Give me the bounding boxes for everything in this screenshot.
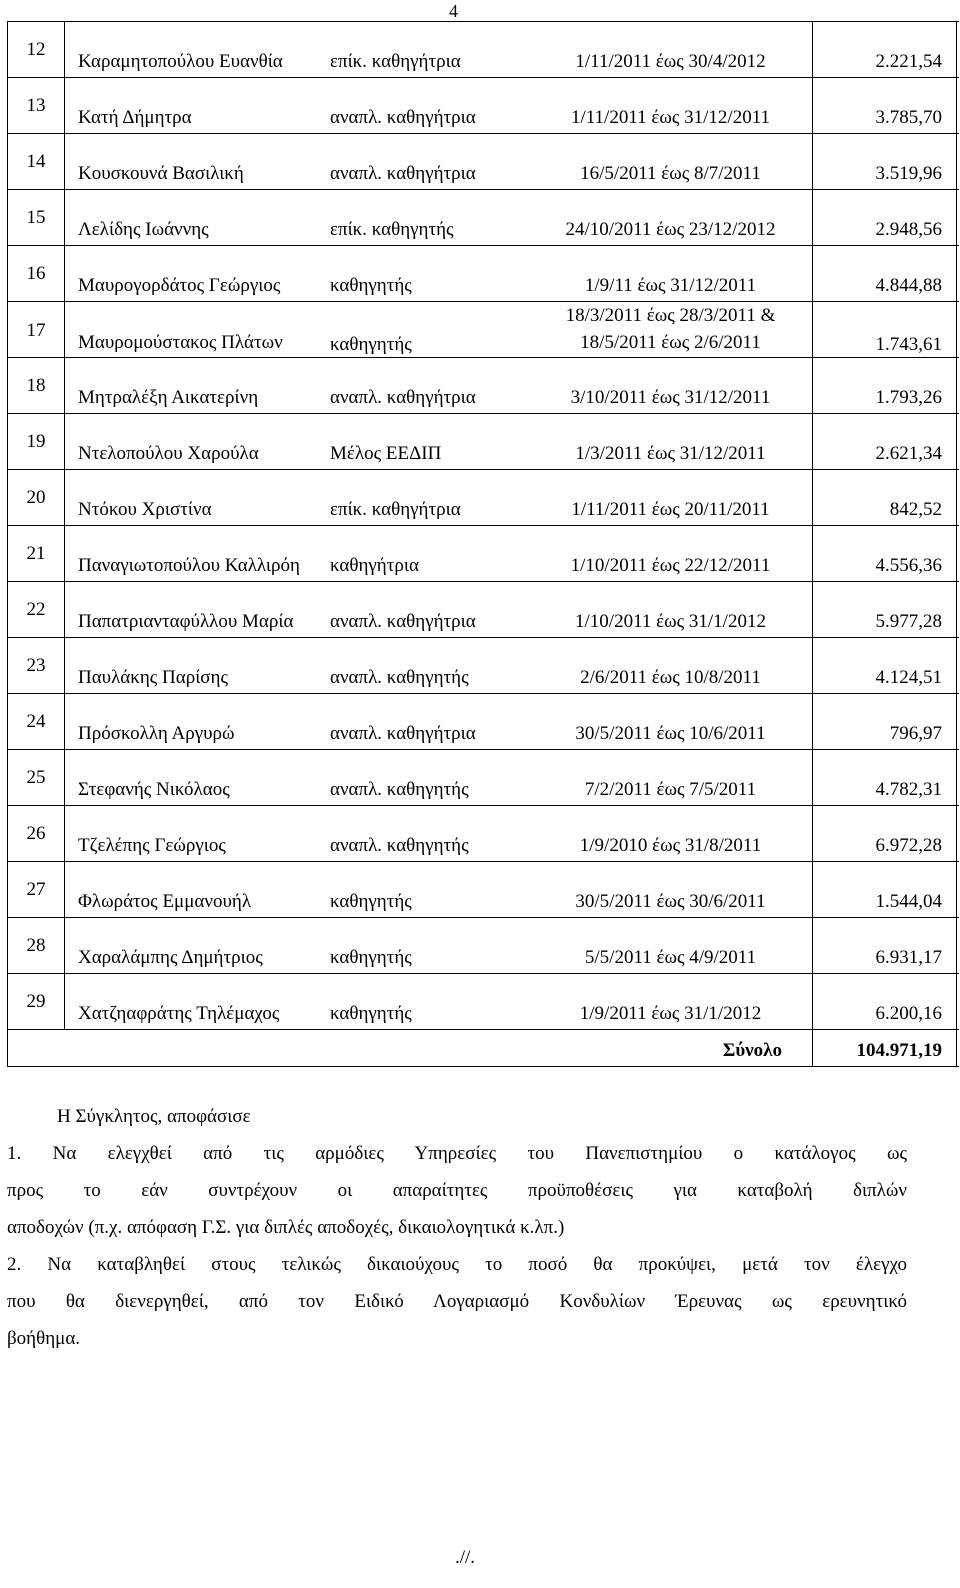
row-period: 1/9/2010 έως 31/8/2011 — [579, 835, 762, 856]
row-period: 1/9/11 έως 31/12/2011 — [584, 275, 757, 296]
row-period: 30/5/2011 έως 10/6/2011 — [575, 723, 766, 744]
row-name: Καραμητοπούλου Ευανθία — [78, 51, 283, 72]
row-number: 28 — [7, 918, 65, 973]
row-amount: 6.972,28 — [812, 806, 957, 861]
row-period: 18/3/2011 έως 28/3/2011 & 18/5/2011 έως 2/6/2011 — [565, 305, 776, 353]
table-row — [7, 525, 959, 581]
row-period: 1/3/2011 έως 31/12/2011 — [575, 443, 766, 464]
table-row — [7, 301, 959, 357]
table-row — [7, 189, 959, 245]
row-period: 24/10/2011 έως 23/12/2012 — [565, 219, 776, 240]
table-row — [7, 469, 959, 525]
row-period: 16/5/2011 έως 8/7/2011 — [580, 163, 761, 184]
row-name: Μητραλέξη Αικατερίνη — [78, 387, 259, 408]
total-row — [7, 1029, 959, 1067]
table-row — [7, 245, 959, 301]
row-number: 26 — [7, 806, 65, 861]
row-number: 22 — [7, 582, 65, 637]
row-period: 1/9/2011 έως 31/1/2012 — [579, 1003, 762, 1024]
row-name: Μαυρομούστακος Πλάτων — [78, 332, 283, 353]
row-amount: 796,97 — [812, 694, 957, 749]
row-amount: 2.621,34 — [812, 414, 957, 469]
row-amount: 1.793,26 — [812, 358, 957, 413]
table-row — [7, 749, 959, 805]
row-period: 1/11/2011 έως 30/4/2012 — [575, 51, 766, 72]
row-amount: 5.977,28 — [812, 582, 957, 637]
row-name: Παπατριανταφύλλου Μαρία — [78, 611, 294, 632]
row-number: 24 — [7, 694, 65, 749]
row-title: καθηγητής — [330, 947, 412, 968]
row-amount: 4.782,31 — [812, 750, 957, 805]
row-name: Φλωράτος Εμμανουήλ — [78, 891, 252, 912]
row-title: αναπλ. καθηγητής — [330, 779, 469, 800]
row-title: αναπλ. καθηγητής — [330, 667, 469, 688]
end-mark: .//. — [455, 1547, 476, 1568]
row-title: αναπλ. καθηγήτρια — [330, 387, 476, 408]
total-label: Σύνολο — [722, 1040, 782, 1061]
row-amount: 6.200,16 — [812, 974, 957, 1029]
row-number: 13 — [7, 78, 65, 133]
decision-item-2-line-3: βοήθημα. — [7, 1328, 81, 1349]
payments-table — [7, 21, 959, 1067]
row-amount: 4.556,36 — [812, 526, 957, 581]
row-period: 1/11/2011 έως 20/11/2011 — [571, 499, 770, 520]
row-number: 12 — [7, 22, 65, 77]
row-period: 2/6/2011 έως 10/8/2011 — [580, 667, 761, 688]
row-period: 1/10/2011 έως 22/12/2011 — [570, 555, 771, 576]
decision-item-1-line-3: αποδοχών (π.χ. απόφαση Γ.Σ. για διπλές αποδοχές, δικαιολογητικά κ.λπ.) — [7, 1217, 565, 1238]
row-name: Χαραλάμπης Δημήτριος — [78, 947, 263, 968]
decision-item-2-line-1: 2. Να καταβληθεί στους τελικώς δικαιούχους το ποσό θα προκύψει, μετά τον έλεγχο — [7, 1254, 907, 1275]
row-period: 30/5/2011 έως 30/6/2011 — [575, 891, 766, 912]
decision-item-2-line-2: που θα διενεργηθεί, από τον Ειδικό Λογαριασμό Κονδυλίων Έρευνας ως ερευνητικό — [7, 1291, 907, 1312]
table-row — [7, 861, 959, 917]
decision-item-1-line-2: προς το εάν συντρέχουν οι απαραίτητες προϋποθέσεις για καταβολή διπλών — [7, 1180, 907, 1201]
row-name: Λελίδης Ιωάννης — [78, 219, 209, 240]
row-name: Μαυρογορδάτος Γεώργιος — [78, 275, 281, 296]
row-period: 1/11/2011 έως 31/12/2011 — [570, 107, 770, 128]
row-amount: 2.221,54 — [812, 22, 957, 77]
row-title: αναπλ. καθηγήτρια — [330, 107, 476, 128]
table-row — [7, 581, 959, 637]
row-title: καθηγητής — [330, 334, 412, 355]
row-name: Στεφανής Νικόλαος — [78, 779, 230, 800]
row-title: καθηγητής — [330, 275, 412, 296]
row-amount: 2.948,56 — [812, 190, 957, 245]
row-name: Ντόκου Χριστίνα — [78, 499, 212, 520]
row-number: 17 — [7, 302, 65, 360]
row-title: αναπλ. καθηγήτρια — [330, 163, 476, 184]
row-title: αναπλ. καθηγητής — [330, 835, 469, 856]
row-name: Παναγιωτοπούλου Καλλιρόη — [78, 555, 300, 576]
table-row — [7, 357, 959, 413]
row-name: Κουσκουνά Βασιλική — [78, 163, 244, 184]
decision-heading: Η Σύγκλητος, αποφάσισε — [57, 1106, 251, 1127]
row-period: 1/10/2011 έως 31/1/2012 — [575, 611, 766, 632]
table-row — [7, 973, 959, 1029]
total-empty-cell — [65, 1030, 322, 1066]
row-number: 15 — [7, 190, 65, 245]
row-period: 3/10/2011 έως 31/12/2011 — [570, 387, 771, 408]
row-title: καθηγήτρια — [330, 555, 419, 576]
row-number: 27 — [7, 862, 65, 917]
row-title: Μέλος ΕΕΔΙΠ — [330, 443, 442, 464]
row-amount: 1.743,61 — [812, 302, 957, 360]
row-number: 16 — [7, 246, 65, 301]
row-number: 23 — [7, 638, 65, 693]
row-period: 5/5/2011 έως 4/9/2011 — [584, 947, 757, 968]
table-row — [7, 917, 959, 973]
row-name: Κατή Δήμητρα — [78, 107, 192, 128]
row-amount: 4.844,88 — [812, 246, 957, 301]
table-row — [7, 693, 959, 749]
row-amount: 6.931,17 — [812, 918, 957, 973]
table-row — [7, 21, 959, 77]
total-amount: 104.971,19 — [812, 1030, 957, 1066]
row-amount: 4.124,51 — [812, 638, 957, 693]
row-number: 18 — [7, 358, 65, 413]
table-row — [7, 77, 959, 133]
row-number: 29 — [7, 974, 65, 1029]
row-name: Πρόσκολλη Αργυρώ — [78, 723, 235, 744]
row-number: 19 — [7, 414, 65, 469]
row-amount: 1.544,04 — [812, 862, 957, 917]
row-title: επίκ. καθηγητής — [330, 219, 454, 240]
row-name: Ντελοπούλου Χαρούλα — [78, 443, 259, 464]
row-amount: 842,52 — [812, 470, 957, 525]
row-number: 14 — [7, 134, 65, 189]
total-empty-cell — [7, 1030, 65, 1066]
row-amount: 3.519,96 — [812, 134, 957, 189]
row-title: αναπλ. καθηγήτρια — [330, 723, 476, 744]
row-title: καθηγητής — [330, 1003, 412, 1024]
total-empty-cell — [322, 1030, 529, 1066]
row-name: Χατζηαφράτης Τηλέμαχος — [78, 1003, 280, 1024]
table-row — [7, 413, 959, 469]
table-row — [7, 133, 959, 189]
row-title: αναπλ. καθηγήτρια — [330, 611, 476, 632]
row-number: 25 — [7, 750, 65, 805]
page-number: 4 — [449, 1, 458, 21]
row-period: 7/2/2011 έως 7/5/2011 — [584, 779, 757, 800]
table-row — [7, 805, 959, 861]
row-number: 21 — [7, 526, 65, 581]
row-amount: 3.785,70 — [812, 78, 957, 133]
row-title: επίκ. καθηγήτρια — [330, 499, 461, 520]
row-number: 20 — [7, 470, 65, 525]
row-title: επίκ. καθηγήτρια — [330, 51, 461, 72]
decision-item-1-line-1: 1. Να ελεγχθεί από τις αρμόδιες Υπηρεσίες του Πανεπιστημίου ο κατάλογος ως — [7, 1143, 907, 1164]
table-row — [7, 637, 959, 693]
row-name: Τζελέπης Γεώργιος — [78, 835, 226, 856]
row-title: καθηγητής — [330, 891, 412, 912]
row-name: Παυλάκης Παρίσης — [78, 667, 229, 688]
